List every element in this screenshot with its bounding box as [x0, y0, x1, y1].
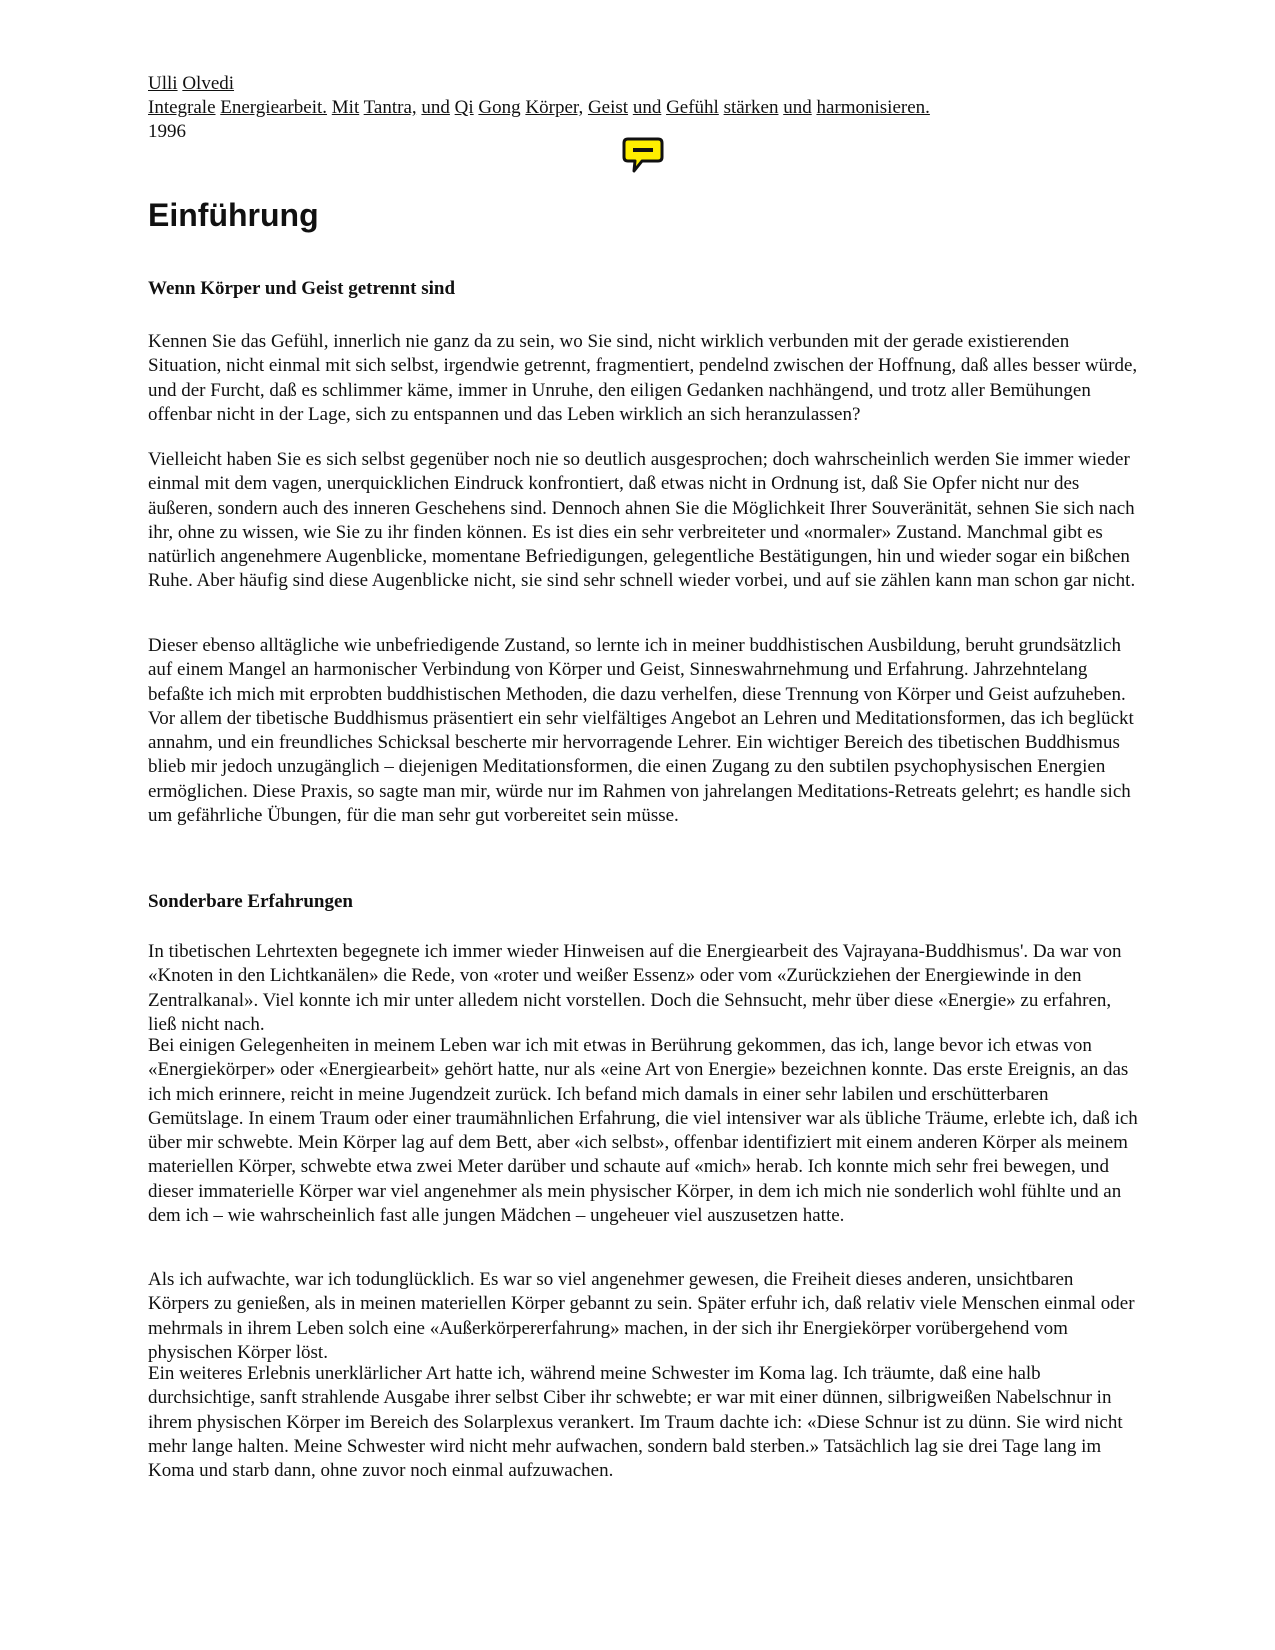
paragraph: In tibetischen Lehrtexten begegnete ich immer wieder Hinweisen auf die Energiearbeit des Vajrayana-Buddhismus'. Da war von «Knoten in den Lichtkanälen» die Rede, von «roter und weißer Essenz» oder vom «Zurückziehen der Energiewinde in den Zentralkanal». Viel konnte ich mir unter alledem nicht vorstellen. Doch die Sehnsucht, mehr über diese «Energie» zu erfahren, ließ nicht nach.: [148, 941, 1122, 1035]
title-link[interactable]: Körper,: [525, 97, 584, 118]
title-link[interactable]: Tantra,: [363, 97, 417, 118]
title-link[interactable]: Gefühl: [666, 97, 719, 118]
year: 1996: [148, 121, 186, 142]
title-link[interactable]: Integrale: [148, 97, 216, 118]
title-link[interactable]: stärken: [723, 97, 779, 118]
paragraph: Ein weiteres Erlebnis unerklärlicher Art hatte ich, während meine Schwester im Koma lag. Ich träumte, daß eine halb durchsichtige, sanft strahlende Ausgabe ihrer selbst Ciber ihr schwebte; er war mit einer dünnen, silbrigweißen Nabelschnur in ihrem physischen Körper im Bereich des Solarplexus verankert. Im Traum dachte ich: «Diese Schnur ist zu dünn. Sie wird nicht mehr lange halten. Meine Schwester wird nicht mehr aufwachen, sondern bald sterben.» Tatsächlich lag sie drei Tage lang im Koma und starb dann, ohne zuvor noch einmal aufzuwachen.: [148, 1363, 1123, 1482]
title-link[interactable]: Geist: [587, 97, 629, 118]
section-title: Wenn Körper und Geist getrennt sind: [148, 278, 456, 299]
title-line: [148, 96, 1138, 120]
title-link[interactable]: und: [632, 97, 662, 118]
title-link[interactable]: Gong: [478, 97, 521, 118]
document-page: [148, 72, 1138, 1482]
paragraph: Bei einigen Gelegenheiten in meinem Leben war ich mit etwas in Berührung gekommen, das ich, lange bevor ich etwas von «Energiekörper» oder «Energiearbeit» gehört hatte, nur als «eine Art von Energie» bezeichnen konnte. Das erste Ereignis, an das ich mich erinnere, reicht in meine Jugendzeit zurück. Ich befand mich damals in einer sehr labilen und erschütterbaren Gemütslage. In einem Traum oder einer traumähnlichen Erfahrung, die viel intensiver war als übliche Träume, erlebte ich, daß ich über mir schwebte. Mein Körper lag auf dem Bett, aber «ich selbst», offenbar identifiziert mit einem anderen Körper als meinem materiellen Körper, schwebte etwa zwei Meter darüber und schaute auf «mich» herab. Ich konnte mich sehr frei bewegen, und dieser immaterielle Körper war viel angenehmer als mein physischer Körper, in dem ich mich nie sonderlich wohl fühlte und an dem ich – wie wahrscheinlich fast alle jungen Mädchen – ungeheuer viel auszusetzen hatte.: [148, 1035, 1138, 1227]
title-link[interactable]: Mit: [331, 97, 360, 118]
title-link[interactable]: Qi: [454, 97, 474, 118]
page-title: Einführung: [148, 197, 319, 233]
title-link[interactable]: harmonisieren.: [816, 97, 930, 118]
document-meta: [148, 72, 1138, 144]
paragraph: Vielleicht haben Sie es sich selbst gegenüber noch nie so deutlich ausgesprochen; doch wahrscheinlich werden Sie immer wieder einmal mit dem vagen, unerquicklichen Eindruck konfrontiert, daß etwas nicht in Ordnung ist, daß Sie Opfer nicht nur des äußeren, sondern auch des inneren Geschehens sind. Dennoch ahnen Sie die Möglichkeit Ihrer Souveränität, sehnen Sie sich nach ihr, ohne zu wissen, wie Sie zu ihr finden können. Es ist dies ein sehr verbreiteter und «normaler» Zustand. Manchmal gibt es natürlich angenehmere Augenblicke, momentane Befriedigungen, gelegentliche Bestätigungen, hin und wieder sogar ein bißchen Ruhe. Aber häufig sind diese Augenblicke nicht, sie sind sehr schnell wieder vorbei, und auf sie zählen kann man schon gar nicht.: [148, 449, 1136, 592]
author-link-first[interactable]: Ulli: [148, 73, 178, 94]
title-link[interactable]: und: [421, 97, 450, 118]
paragraph: Als ich aufwachte, war ich todunglücklich. Es war so viel angenehmer gewesen, die Freiheit dieses anderen, unsichtbaren Körpers zu genießen, als in meinen materiellen Körper gebannt zu sein. Später erfuhr ich, daß relativ viele Menschen einmal oder mehrmals in ihrem Leben solch eine «Außerkörpererfahrung» machen, in der sich ihr Energiekörper vorübergehend vom physischen Körper löst.: [148, 1269, 1135, 1363]
paragraph: Kennen Sie das Gefühl, innerlich nie ganz da zu sein, wo Sie sind, nicht wirklich verbunden mit der gerade existierenden Situation, nicht einmal mit sich selbst, irgendwie getrennt, fragmentiert, pendelnd zwischen der Hoffnung, daß alles besser würde, und der Furcht, daß es schlimmer käme, immer in Unruhe, den eiligen Gedanken nachhängend, und trotz aller Bemühungen offenbar nicht in der Lage, sich zu entspannen und das Leben wirklich an sich heranzulassen?: [148, 331, 1138, 425]
section-title: Sonderbare Erfahrungen: [148, 891, 353, 912]
comment-icon[interactable]: [622, 135, 664, 177]
title-link[interactable]: Energiearbeit.: [220, 97, 328, 118]
author-line: [148, 72, 1138, 96]
paragraph: Dieser ebenso alltägliche wie unbefriedigende Zustand, so lernte ich in meiner buddhistischen Ausbildung, beruht grundsätzlich auf einem Mangel an harmonischer Verbindung von Körper und Geist, Sinneswahrnehmung und Erfahrung. Jahrzehntelang befaßte ich mich mit erprobten buddhistischen Methoden, die dazu verhelfen, diese Trennung von Körper und Geist aufzuheben. Vor allem der tibetische Buddhismus präsentiert ein sehr vielfältiges Angebot an Lehren und Meditationsformen, das ich beglückt annahm, und ein freundliches Schicksal bescherte mir hervorragende Lehrer. Ein wichtiger Bereich des tibetischen Buddhismus blieb mir jedoch unzugänglich – diejenigen Meditationsformen, die einen Zugang zu den subtilen psychophysischen Energien ermöglichen. Diese Praxis, so sagte man mir, würde nur im Rahmen von jahrelangen Meditations-Retreats gelehrt; es handle sich um gefährliche Übungen, für die man sehr gut vorbereitet sein müsse.: [148, 635, 1134, 827]
title-link[interactable]: und: [783, 97, 812, 118]
author-link-last[interactable]: Olvedi: [182, 73, 235, 94]
